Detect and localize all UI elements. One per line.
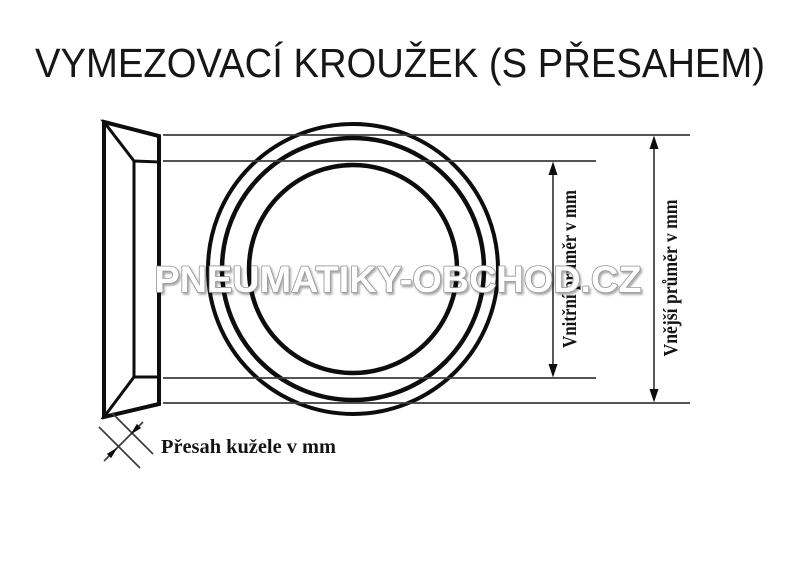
inner-diameter-label: Vnitřní průměr v mm: [559, 161, 581, 348]
side-view-outline: [104, 122, 159, 417]
arrow-up-icon: [650, 136, 659, 150]
overlap-extension-line-2: [99, 427, 140, 468]
page-title: VYMEZOVACÍ KROUŽEK (S PŘESAHEM): [35, 40, 765, 86]
outer-diameter-label: Vnější průměr v mm: [660, 178, 682, 357]
outer-diameter-dimension: [650, 136, 683, 403]
watermark: PNEUMATIKY-OBCHOD.CZ: [154, 259, 642, 300]
bottom-section-hatch: [104, 377, 159, 417]
cone-overlap-label: Přesah kužele v mm: [161, 436, 337, 458]
cone-overlap-dimension: [99, 413, 336, 468]
arrow-up-icon: [549, 162, 558, 176]
top-section-hatch: [104, 122, 159, 162]
side-view: [104, 122, 159, 417]
arrow-down-icon: [650, 389, 659, 403]
arrow-down-icon: [549, 364, 558, 378]
